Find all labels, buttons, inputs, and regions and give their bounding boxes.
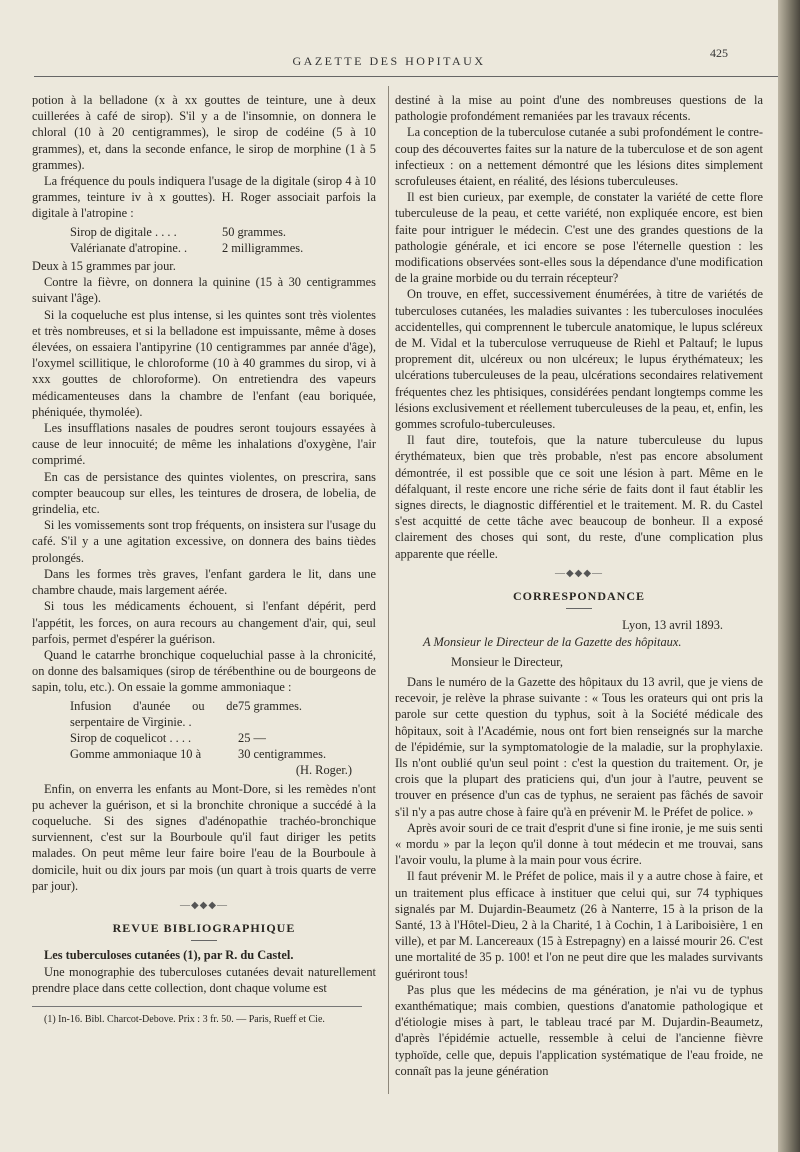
paragraph: Dans le numéro de la Gazette des hôpitaux du 13 avril, que je viens de recevoir, je relève la phrase suivante : « Tous les orateurs qui ont pris la parole sur cette question du typhus, soit à la Société médicale des hôpitaux, soit à l'Académie, nous ont fort bien renseignés sur la marche de l'épidémie, sur la symptomatologie de la maladie, sur la prophylaxie. Ils n'ont oublié qu'un seul point : c'est la question du traitement. Or, je crois que la plupart des praticiens qui, d'un jour à l'autre, peuvent se trouver en présence d'un cas de typhus, ne seraient pas fâchés de savoir s'il n'y a pas autre chose à faire qu'à en prévenir M. le Préfet de police. » xyxy=(395,674,763,819)
footnote-rule xyxy=(32,1006,362,1007)
header-rule xyxy=(34,76,778,77)
paragraph: Quand le catarrhe bronchique coqueluchial passe à la chronicité, on donne des balsamiques (sirop de térébenthine ou de bourgeons de sapin, tolu, etc.). On essaie la gomme ammoniaque : xyxy=(32,647,376,695)
quantity: 25 — xyxy=(238,730,266,745)
paragraph: Après avoir souri de ce trait d'esprit d'une si fine ironie, je me suis senti « mordu » par la leçon qu'il donne à tout médecin et me trouvai, sans l'avoir voulu, la plume à la main pour vous écrire. xyxy=(395,820,763,868)
footnote: (1) In-16. Bibl. Charcot-Debove. Prix : 3 fr. 50. — Paris, Rueff et Cie. xyxy=(44,1013,325,1025)
paragraph: Il faut dire, toutefois, que la nature tuberculeuse du lupus érythémateux, bien que très probable, n'est pas encore absolument démontrée, il est possible que ce soit une lésion à part. Même en le défalquant, il reste encore une riche série de faits dont il faut établir les signes directs, le diagnostic différentiel et le traitement. M. R. du Castel s'est acquitté de cette tâche avec beaucoup de bonheur. Il a exposé clairement des choses qui sont, du reste, d'une complication plus apparente que réelle. xyxy=(395,433,763,561)
prescription-digitale xyxy=(70,224,376,256)
paragraph: potion à la belladone (x à xx gouttes de teinture, une à deux cuillerées à café de sirop). S'il y a de l'insomnie, on donnera le chloral (10 à 20 centigrammes), le sirop de codéine (5 à 10 grammes), et, dans la seconde enfance, le sirop de morphine (1 à 5 grammes). xyxy=(32,93,376,172)
paragraph: Dans les formes très graves, l'enfant gardera le lit, dans une chambre chaude, mais largement aérée. xyxy=(32,566,376,598)
quantity: 50 grammes. xyxy=(222,224,287,239)
prescription-line xyxy=(70,224,376,240)
section-title-revue: REVUE BIBLIOGRAPHIQUE xyxy=(112,921,296,936)
paragraph: Contre la fièvre, on donnera la quinine (15 à 30 centigrammes suivant l'âge). xyxy=(32,275,376,306)
paragraph: Si tous les médicaments échouent, si l'enfant dépérit, perd l'appétit, les forces, on aura recours au changement d'air, qui, seul parfois, permet d'espérer la guérison. xyxy=(32,599,376,646)
quantity: 75 grammes. xyxy=(238,698,303,713)
running-title: GAZETTE DES HOPITAUX xyxy=(292,54,486,68)
paragraph: Les insufflations nasales de poudres seront toujours essayées à cause de leur innocuité; de même les inhalations d'oxygène, l'air comprimé. xyxy=(32,421,376,468)
paragraph: Une monographie des tuberculoses cutanées devait naturellement prendre place dans cette collection, dont chaque volume est xyxy=(32,964,376,995)
ingredient: Gomme ammoniaque 10 à xyxy=(70,747,202,762)
letter-salutation: Monsieur le Directeur, xyxy=(451,654,564,669)
paragraph: On trouve, en effet, successivement énumérées, à titre de variétés de tuberculoses cutanées, les maladies suivantes : les tuberculoses inoculées accidentelles, qui comprennent le tubercule anatomique, le lupus scléreux de M. Vidal et la tuberculose verruqueuse de Riehl et Paltauf; le lupus proprement dit, ulcéreux ou non ulcéreux; le lupus érythémateux; les ulcérations tuberculeuses de la peau, ulcérations secondaires relativement fréquentes chez les phtisiques, considérées pendant longtemps comme les lésions exclusivement et réellement tuberculeuses de la peau, et, enfin, les gommes scrofulo-tuberculeuses. xyxy=(395,287,763,432)
short-rule xyxy=(566,608,592,609)
prescription-line xyxy=(70,730,376,746)
paragraph: Si les vomissements sont trop fréquents, on insistera sur l'usage du café. S'il y a une agitation excessive, on donnera des bains tièdes prolongés. xyxy=(32,518,376,565)
paragraph: En cas de persistance des quintes violentes, on prescrira, sans compter beaucoup sur elles, les teintures de drosera, de lobelia, de grindelia, etc. xyxy=(32,469,376,517)
paragraph: Pas plus que les médecins de ma génération, je n'ai vu de typhus exanthématique; mais combien, questions d'anatomie pathologique et d'étiologie mises à part, le tableau tracé par M. Dujardin-Beaumetz, d'après l'épidémie actuelle, ressemble à celui de l'ancienne fièvre typhoïde, celle que, depuis l'application systématique de l'eau froide, ne connaît pas la jeune génération xyxy=(395,982,763,1078)
short-rule xyxy=(191,940,217,941)
letter-addressee: A Monsieur le Directeur de la Gazette des hôpitaux. xyxy=(423,634,682,649)
ingredient: Infusion d'aunée ou de serpentaire de Virginie. . xyxy=(70,698,238,729)
book-gutter-shadow xyxy=(778,0,800,1152)
paragraph: Deux à 15 grammes par jour. xyxy=(32,259,176,274)
quantity: 30 centigrammes. xyxy=(238,747,327,762)
paragraph: Enfin, on enverra les enfants au Mont-Dore, si les remèdes n'ont pu achever la guérison, et si la bronchite chronique a succédé à la coqueluche. Si des signes d'adénopathie trachéo-bronchique surviennent, c'est sur la Bourboule qu'il faut diriger les petits malades. On peut même leur faire boire l'eau de la Bourboule à domicile, huit ou dix jours par mois (un quart à trois quarts de verre par jour). xyxy=(32,781,376,893)
page-number: 425 xyxy=(710,46,728,60)
prescription-author: (H. Roger.) xyxy=(295,763,352,778)
ingredient: Sirop de digitale . . . . xyxy=(70,224,177,239)
paragraph: La fréquence du pouls indiquera l'usage de la digitale (sirop 4 à 10 grammes, teinture iv à x gouttes). H. Roger associait parfois la digitale à l'atropine : xyxy=(32,174,376,221)
paragraph: La conception de la tuberculose cutanée a subi profondément le contre-coup des découvertes faites sur la nature de la tuberculose et de son agent infectieux : on a nettement démontré que les lésions dites simplement scrofuleuses étaient, en réalité, des lésions tuberculeuses. xyxy=(395,125,763,189)
ingredient: Sirop de coquelicot . . . . xyxy=(70,730,192,745)
paragraph: Si la coqueluche est plus intense, si les quintes sont très violentes et très nombreuses, et si la belladone est impuissante, même à doses élevées, on essaiera l'antipyrine (10 centigrammes par année d'âge), l'oxymel scillitique, le chloroforme (10 à 40 grammes du sirop, vi à xxx gouttes de chloroforme). On entretiendra des vapeurs médicamenteuses dans la chambre de l'enfant (eau boriquée, phéniquée, thymolée). xyxy=(32,307,376,419)
section-ornament: —◆◆◆— xyxy=(554,567,604,579)
prescription-line xyxy=(70,240,376,256)
prescription-gomme xyxy=(70,698,376,779)
letter-dateline: Lyon, 13 avril 1893. xyxy=(622,618,723,633)
column-divider xyxy=(388,86,389,1094)
prescription-line xyxy=(70,746,376,762)
section-title-correspondance: CORRESPONDANCE xyxy=(512,589,645,604)
right-column xyxy=(395,92,763,1102)
paragraph: destiné à la mise au point d'une des nombreuses questions de la pathologie profondément remaniées par les travaux récents. xyxy=(395,93,763,124)
prescription-line xyxy=(70,698,376,730)
left-column xyxy=(32,92,376,1102)
paragraph: Il est bien curieux, par exemple, de constater la variété de cette flore tuberculeuse de la peau, et cette variété, non expliquée encore, est bien faite pour intriguer le médecin. C'est une des grandes questions de la pathologie générale, et ici encore se pose l'éternelle question : les modifications observées sont-elles sous la dépendance d'une modification de la graine morbide ou du terrain récepteur? xyxy=(395,190,763,286)
book-title: Les tuberculoses cutanées (1), par R. du Castel. xyxy=(44,948,294,963)
paragraph: Il faut prévenir M. le Préfet de police, mais il y a autre chose à faire, et un traitement plus efficace à instituer que celui qui, sur 74 typhiques signalés par M. Dujardin-Beaumetz (26 à Nanterre, 15 à la prison de la Santé, 13 à l'Hôtel-Dieu, 2 à la Charité, 1 à Cochin, 1 à Lariboisière, 1 en ville), et par M. Lancereaux (15 à Estrepagny) en a laissé mourir 26. C'est une mortalité de 35 p. 100! et l'on ne peut dire que les malades survivants guériront tous! xyxy=(395,869,763,981)
quantity: 2 milligrammes. xyxy=(222,240,304,255)
section-ornament: —◆◆◆— xyxy=(179,899,229,911)
ingredient: Valérianate d'atropine. . xyxy=(70,240,188,255)
